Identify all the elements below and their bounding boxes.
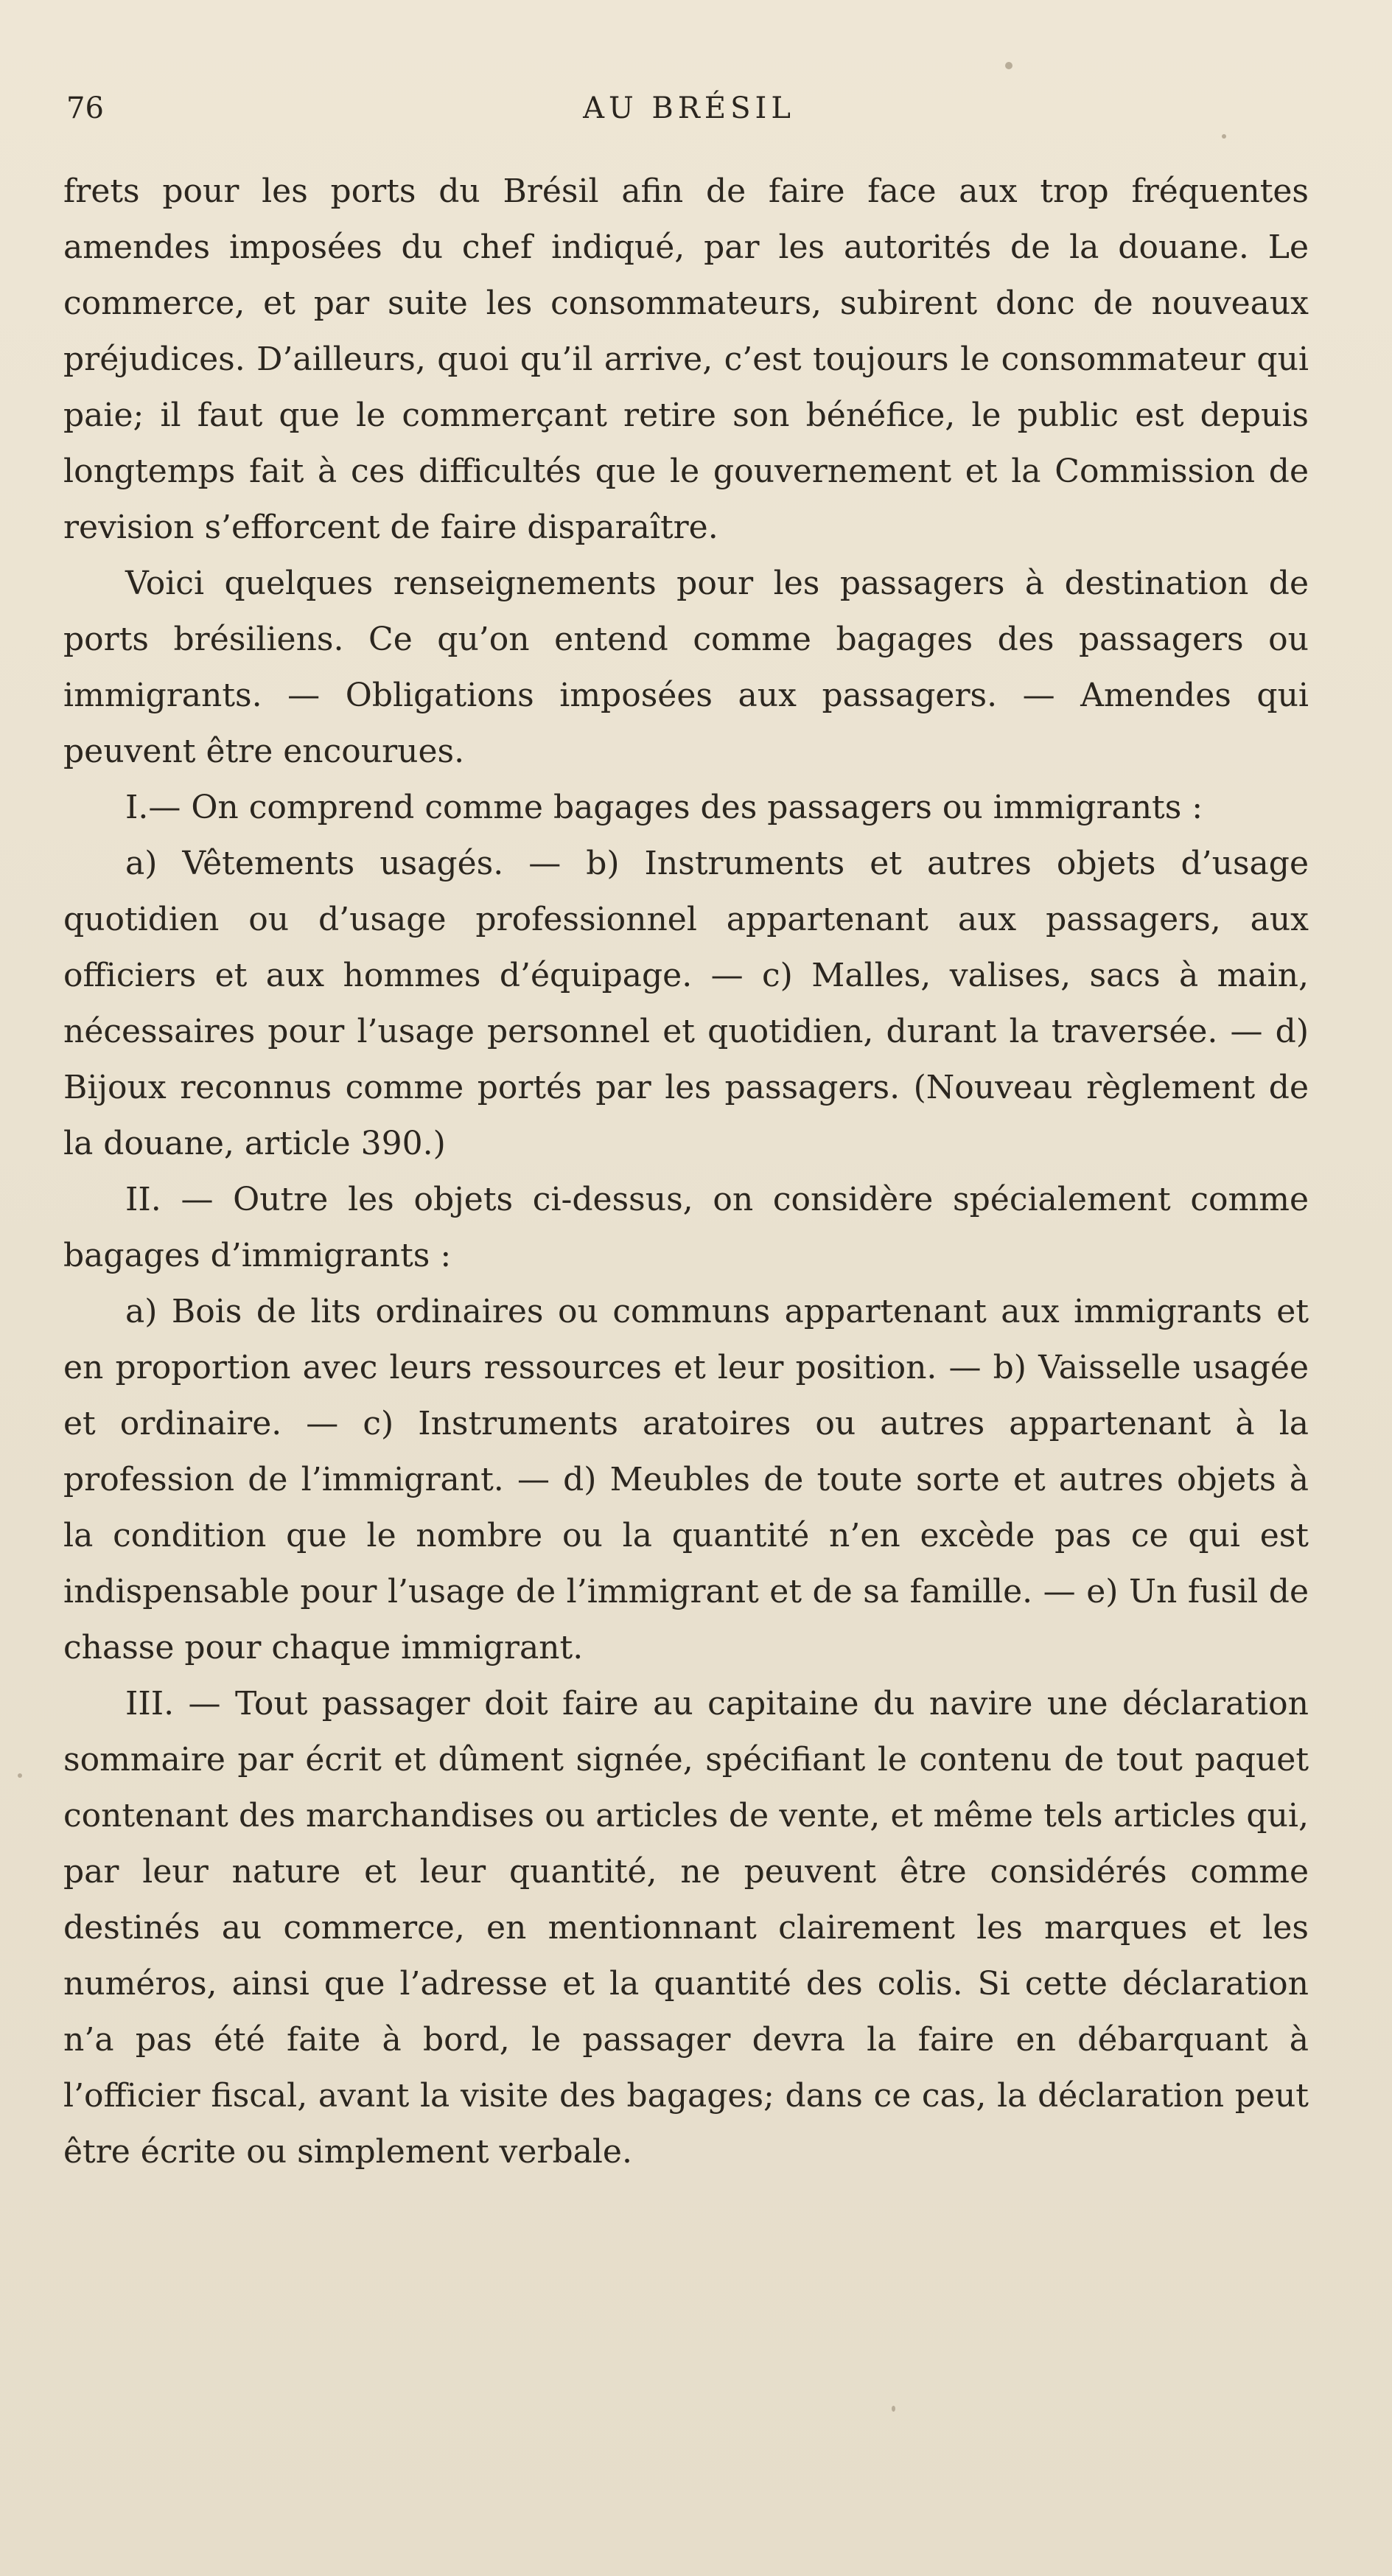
paper-speck: [892, 2406, 895, 2412]
paper-speck: [1222, 134, 1226, 139]
body-text: [63, 164, 1309, 2180]
paragraph-section-1-heading: I.— On comprend comme bagages des passagers ou immigrants :: [125, 789, 1203, 826]
running-head: AU BRÉSIL: [583, 91, 795, 125]
page-number: 76: [66, 91, 104, 125]
paragraph-section-2-heading: II. — Outre les objets ci-dessus, on considère spécialement comme bagages d’immigrants :: [63, 1181, 1309, 1274]
paragraph-intro: Voici quelques renseignements pour les passagers à destination de ports brésiliens. Ce qu’on entend comme bagages des passagers ou immigrants. — Obligations imposées aux passagers. — Amendes qui peuvent être encourues.: [63, 565, 1309, 770]
paper-speck: [18, 1773, 22, 1778]
paragraph-section-1-items: a) Vêtements usagés. — b) Instruments et autres objets d’usage quotidien ou d’usage professionnel appartenant aux passagers, aux officiers et aux hommes d’équipage. — c) Malles, valises, sacs à main, nécessaires pour l’usage personnel et quotidien, durant la traversée. — d) Bijoux reconnus comme portés par les passagers. (Nouveau règlement de la douane, article 390.): [63, 845, 1309, 1162]
page-header: [66, 91, 1312, 133]
paragraph-section-2-items: a) Bois de lits ordinaires ou communs appartenant aux immigrants et en proportion avec leurs ressources et leur position. — b) Vaisselle usagée et ordinaire. — c) Instruments aratoires ou autres appartenant à la profession de l’immigrant. — d) Meubles de toute sorte et autres objets à la condition que le nombre ou la quantité n’en excède pas ce qui est indispensable pour l’usage de l’immigrant et de sa famille. — e) Un fusil de chasse pour chaque immigrant.: [63, 1293, 1309, 1666]
paragraph-section-3: III. — Tout passager doit faire au capitaine du navire une déclaration sommaire par écrit et dûment signée, spécifiant le contenu de tout paquet contenant des marchandises ou articles de vente, et même tels articles qui, par leur nature et leur quantité, ne peuvent être considérés comme destinés au commerce, en mentionnant clairement les marques et les numéros, ainsi que l’adresse et la quantité des colis. Si cette déclaration n’a pas été faite à bord, le passager devra la faire en débarquant à l’officier fiscal, avant la visite des bagages; dans ce cas, la déclaration peut être écrite ou simplement verbale.: [63, 1685, 1309, 2171]
paper-speck: [1005, 62, 1012, 69]
paragraph-continuation: frets pour les ports du Brésil afin de faire face aux trop fréquentes amendes imposées du chef indiqué, par les autorités de la douane. Le commerce, et par suite les consommateurs, subirent donc de nouveaux préjudices. D’ailleurs, quoi qu’il arrive, c’est toujours le consommateur qui paie; il faut que le commerçant retire son bénéfice, le public est depuis longtemps fait à ces difficultés que le gouvernement et la Commission de revision s’efforcent de faire disparaître.: [63, 172, 1309, 546]
